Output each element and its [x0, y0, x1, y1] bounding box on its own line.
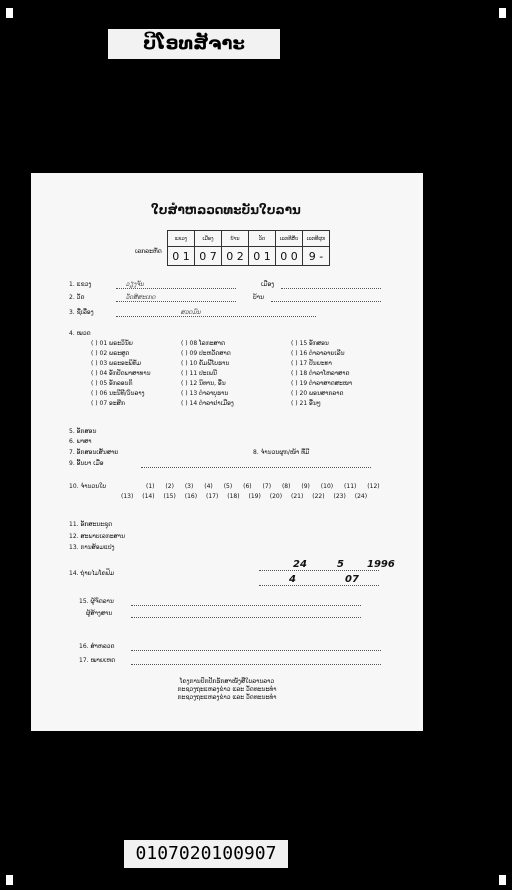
code-header: ວັດ	[249, 231, 276, 247]
footer-line-2: ກະຊວງຖະແຫລງຂ່າວ ແລະ ວັດທະນະທຳ	[177, 686, 277, 693]
section-7: 7. ອັກສອນເສັ້ນສາຍ	[69, 449, 119, 456]
fill-line	[281, 288, 381, 289]
row-2: 2. ວັດ	[69, 294, 85, 301]
category-option: ( ) 03 ພຣະອະພິທັມ	[91, 360, 141, 367]
fill-line	[141, 467, 371, 468]
fill-line	[259, 570, 379, 571]
category-option: ( ) 18 ຕຳລາໂຫລາສາດ	[291, 370, 350, 377]
fill-line	[271, 301, 381, 302]
category-option: ( ) 07 ອະສີກ	[91, 400, 125, 407]
code-digit-pair: 9 -	[303, 247, 330, 266]
category-option: ( ) 05 ອັກລອນກິ	[91, 380, 133, 387]
category-option: ( ) 02 ພຣະສູດ	[91, 350, 130, 357]
microfilm-year: 1996	[367, 559, 395, 570]
microfilm-reel: 4	[289, 574, 296, 585]
code-digit-pair: 0 2	[222, 247, 249, 266]
fill-line	[131, 650, 381, 651]
fill-line	[259, 585, 379, 586]
category-option: ( ) 16 ຕຳລາລາຍເລີນ	[291, 350, 345, 357]
category-option: ( ) 01 ພຣະວິນັຍ	[91, 340, 133, 347]
row-2-value: ວັດ​ສີ​ສະ​ເກດ	[126, 294, 156, 301]
category-option: ( ) 12 ນິທານ, ອື່ນ	[181, 380, 226, 387]
section-5: 5. ອັກສອນ	[69, 428, 97, 435]
code-header: ເລກທີສືບ	[276, 231, 303, 247]
category-option: ( ) 20 ພອນສາກລາດ	[291, 390, 344, 397]
row-3-value: ສວດມົນ	[181, 309, 201, 316]
category-option: ( ) 13 ຕຳລາບຸຮານ	[181, 390, 229, 397]
microfilm-month: 5	[337, 559, 344, 570]
section-10: 10. ຈຳນວນໃບ	[69, 483, 107, 490]
muang-label: ເມືອງ	[261, 281, 275, 288]
code-digit-pair: 0 1	[168, 247, 195, 266]
category-option: ( ) 10 ຄັມພີໂບຮານ	[181, 360, 230, 367]
code-digit-pair: 0 7	[195, 247, 222, 266]
category-option: ( ) 06 ນະນີທີ/ວົນລາງ	[91, 390, 145, 397]
leaf-count-row-2: (13) (14) (15) (16) (17) (18) (19) (20) (21) (22) (23) (24)	[121, 493, 368, 500]
document-id-label: 0107020100907	[124, 840, 288, 868]
category-option: ( ) 17 ປັນຍະທາ	[291, 360, 332, 367]
code-table	[167, 230, 330, 266]
row-3: 3. ຊື່ເລື່ອງ	[69, 309, 94, 316]
category-option: ( ) 09 ປະຫວັດສາດ	[181, 350, 231, 357]
leaf-count-row-1: (1) (2) (3) (4) (5) (6) (7) (8) (9) (10) (11) (12)	[146, 483, 380, 490]
film-perforation	[499, 875, 506, 885]
microfilm-title-label: ບີໂອທສັຈາະ	[108, 29, 280, 59]
fill-line	[116, 301, 236, 302]
film-perforation	[499, 8, 506, 18]
fill-line	[131, 605, 361, 606]
code-header: ບ້ານ	[222, 231, 249, 247]
ban-label: ບ້ານ	[253, 294, 264, 301]
section-13: 13. ການສ້ອມແປງ	[69, 544, 115, 551]
row-1-value: ວຽງຈັນ	[126, 281, 145, 288]
fill-line	[116, 288, 236, 289]
category-option: ( ) 21 ອື່ນໆ	[291, 400, 321, 407]
category-option: ( ) 08 ໂລກະສາດ	[181, 340, 225, 347]
document-title: ໃບສຳຫລວດທະບັນໃບລານ	[151, 203, 301, 217]
section-12: 12. ສະພາບເລກະສານ	[69, 533, 125, 540]
category-option: ( ) 15 ອັກສອນ	[291, 340, 329, 347]
code-digit-pair: 0 1	[249, 247, 276, 266]
film-perforation	[6, 8, 13, 18]
code-header: ແຂວງ	[168, 231, 195, 247]
section-15: 15. ຜູ້ຈົດລານ	[79, 598, 114, 605]
section-17: 17. ໝາຍເຫດ	[79, 657, 116, 664]
fill-line	[131, 617, 361, 618]
section-11: 11. ອັກສະນະຊຸດ	[69, 521, 113, 528]
category-option: ( ) 04 ອັກປັດພາສາທານ	[91, 370, 151, 377]
footer-line-3: ກະຊວງຖະແຫລງຂ່າວ ແລະ ວັດທະນະທຳ	[177, 694, 277, 701]
row-4: 4. ໝວດ	[69, 330, 91, 337]
film-perforation	[6, 875, 13, 885]
microfilm-number: 07	[345, 574, 359, 585]
footer-line-1: ໂຄງການປົກປັກຮັກສາໜັງສືໃບລານລາວ	[179, 678, 275, 685]
code-label: ເລກລະຫັດ	[135, 248, 162, 255]
section-9: 9. ອີ້ນບາ ເມື່ອ	[69, 460, 104, 467]
category-option: ( ) 14 ຕຳລາຢາເມືອງ	[181, 400, 234, 407]
section-8: 8. ຈຳນວນຜູກ/ໜ້າ ທີ່ມີ	[253, 449, 310, 456]
section-15b: ຜູ້ສ້າງສານ	[86, 610, 113, 617]
code-header: ເລກທີຜູກ	[303, 231, 330, 247]
fill-line	[116, 316, 316, 317]
section-6: 6. ພາສາ	[69, 438, 92, 445]
section-16: 16. ສຳຫລວດ	[79, 643, 115, 650]
section-14: 14. ຖ່າຍໄມໂຄຟິມ	[69, 570, 115, 577]
survey-form-document	[31, 173, 423, 731]
category-option: ( ) 11 ປະເພນີ	[181, 370, 217, 377]
microfilm-date: 24	[293, 559, 307, 570]
fill-line	[131, 664, 381, 665]
row-1: 1. ແຂວງ	[69, 281, 92, 288]
category-option: ( ) 19 ຕຳລາສາດສະໜາ	[291, 380, 353, 387]
code-header: ເມືອງ	[195, 231, 222, 247]
code-digit-pair: 0 0	[276, 247, 303, 266]
